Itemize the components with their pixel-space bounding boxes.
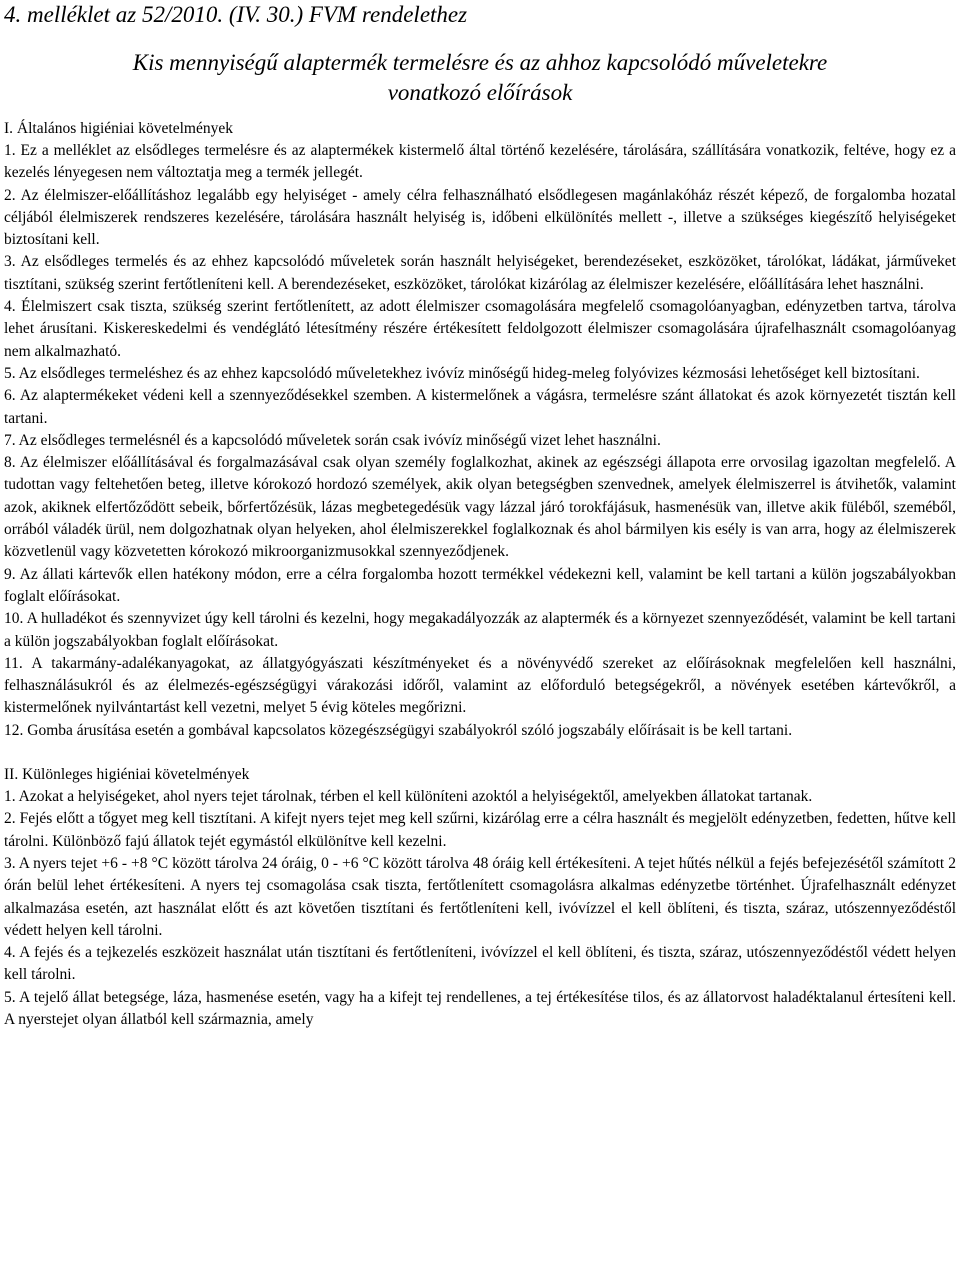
special-paragraph-1: 1. Azokat a helyiségeket, ahol nyers tejet tárolnak, térben el kell különíteni azoktól a helyiségektől, amelyekben állatokat tartanak. <box>4 788 813 806</box>
paragraph-6: 6. Az alaptermékeket védeni kell a szennyeződésekkel szemben. A kistermelőnek a vágásra, termelésre szánt állatokat és azok környezetét tisztán kell tartani. <box>4 387 956 427</box>
document-title <box>4 48 956 108</box>
annex-header: 4. melléklet az 52/2010. (IV. 30.) FVM rendelethez <box>4 2 468 27</box>
paragraph-10: 10. A hulladékot és szennyvizet úgy kell tárolni és kezelni, hogy megakadályozzák az alaptermék és a környezet szennyeződését, valamint be kell tartani a külön jogszabályokban foglalt előírásokat. <box>4 610 956 650</box>
title-line-2: vonatkozó előírások <box>387 80 573 105</box>
paragraph-12: 12. Gomba árusítása esetén a gombával kapcsolatos közegészségügyi szabályokról szóló jogszabály előírásait is be kell tartani. <box>4 721 793 739</box>
special-paragraph-2: 2. Fejés előtt a tőgyet meg kell tisztítani. A kifejt nyers tejet meg kell szűrni, kizárólag erre a célra használt és megjelölt edényzetben, fedetten, hűtve kell tárolni. Különböző fajú állatok tejét egymástól elkülönítve kell kezelni. <box>4 810 956 850</box>
paragraph-4: 4. Élelmiszert csak tiszta, szükség szerint fertőtlenített, az adott élelmiszer csomagolására megfelelő csomagolóanyagban, edényzetben tartva, tárolva lehet árusítani. Kiskereskedelmi és vendéglátó létesítmény részére értékesített feldolgozott élelmiszer csomagolására újrafelhasznált csomagolóanyag nem alkalmazható. <box>4 298 956 360</box>
special-paragraph-4: 4. A fejés és a tejkezelés eszközeit használat után tisztítani és fertőtleníteni, ivóvízzel el kell öblíteni, és tiszta, száraz, utószennyeződéstől védett helyen kell tárolni. <box>4 944 956 984</box>
paragraph-2: 2. Az élelmiszer-előállításhoz legalább egy helyiséget - amely célra felhasználható elsődlegesen magánlakóház részét képező, de forgalomba hozatal céljából élelmiszerek rendszeres kezelésére, tárolására használt helyiség is, időbeni elkülönítés mellett -, illetve a szükséges kiegészítő helyiségeket biztosítani kell. <box>4 186 956 249</box>
section-heading-special: II. Különleges higiéniai követelmények <box>4 766 250 784</box>
paragraph-11: 11. A takarmány-adalékanyagokat, az állatgyógyászati készítményeket és a növényvédő szereket az előírásoknak megfelelően kell használni, felhasználásukról és az élelmezés-egészségügyi várakozási időről, valamint az előforduló betegségekről, a növények esetében kártevőkről, a kistermelőnek nyilvántartást kell vezetni, melyet 5 évig köteles megőrizni. <box>4 654 956 717</box>
paragraph-8: 8. Az élelmiszer előállításával és forgalmazásával csak olyan személy foglalkozhat, akinek az egészségi állapota erre orvosilag igazoltan megfelelő. A tudottan vagy feltehetően beteg, illetve kórokozó hordozó személyek, akik olyan betegségben szenvednek, amelyek élelmiszerrel is átvihetők, valamint azok, akiknek elfertőződött sebeik, bőrfertőzésük, lázas megbetegedésük vagy lázzal járó torokfájásuk, hasmenésük van, illetve akik füléből, szeméből, orrából váladék ürül, nem dolgozhatnak olyan helyeken, ahol élelmiszerekkel foglalkoznak és ahol bármilyen kis esély is van arra, hogy az élelmiszerek közvetlenül vagy közvetetten kórokozó mikroorganizmusokkal szennyeződjenek. <box>4 454 956 561</box>
paragraph-5: 5. Az elsődleges termeléshez és az ehhez kapcsolódó műveletekhez ivóvíz minőségű hideg-meleg folyóvizes kézmosási lehetőséget kell biztosítani. <box>4 364 920 382</box>
title-line-1: Kis mennyiségű alaptermék termelésre és az ahhoz kapcsolódó műveletekre <box>132 50 828 75</box>
paragraph-1: 1. Ez a melléklet az elsődleges termelésre és az alaptermékek kistermelő által történő kezelésére, tárolására, szállítására vonatkozik, feltéve, hogy ez a kezelés lényegesen nem változtatja meg a termék jellegét. <box>4 142 956 182</box>
special-paragraph-3: 3. A nyers tejet +6 - +8 °C között tárolva 24 óráig, 0 - +6 °C között tárolva 48 óráig kell értékesíteni. A tejet hűtés nélkül a fejés befejezésétől számított 2 órán belül lehet értékesíteni. A nyers tej csomagolása csak tiszta, fertőtlenített csomagolásra alkalmas edényzetbe történhet. Újrafelhasznált edényzet alkalmazása esetén, azt használat előtt és azt követően tisztítani és fertőtleníteni kell, ivóvízzel el kell öblíteni, és tiszta, száraz, utószennyeződéstől védett helyen kell tárolni. <box>4 854 956 939</box>
section-heading-general: I. Általános higiéniai követelmények <box>4 120 233 137</box>
special-paragraph-5: 5. A tejelő állat betegsége, láza, hasmenése esetén, vagy ha a kifejt tej rendellenes, a tej értékesítése tilos, és az állatorvost haladéktalanul értesíteni kell. A nyerstejet olyan állatból kell származnia, amely <box>4 988 956 1028</box>
paragraph-9: 9. Az állati kártevők ellen hatékony módon, erre a célra forgalomba hozott termékkel védekezni kell, valamint be kell tartani a külön jogszabályokban foglalt előírásokat. <box>4 565 956 605</box>
paragraph-7: 7. Az elsődleges termelésnél és a kapcsolódó műveletek során csak ivóvíz minőségű vizet lehet használni. <box>4 431 661 449</box>
paragraph-3: 3. Az elsődleges termelés és az ehhez kapcsolódó műveletek során használt helyiségeket, berendezéseket, eszközöket, tárolókat, ládákat, járműveket tisztítani, szükség szerint fertőtleníteni kell. A berendezéseket, eszközöket, tárolókat kizárólag az élelmiszer kezelésére, előállítására lehet használni. <box>4 253 956 293</box>
